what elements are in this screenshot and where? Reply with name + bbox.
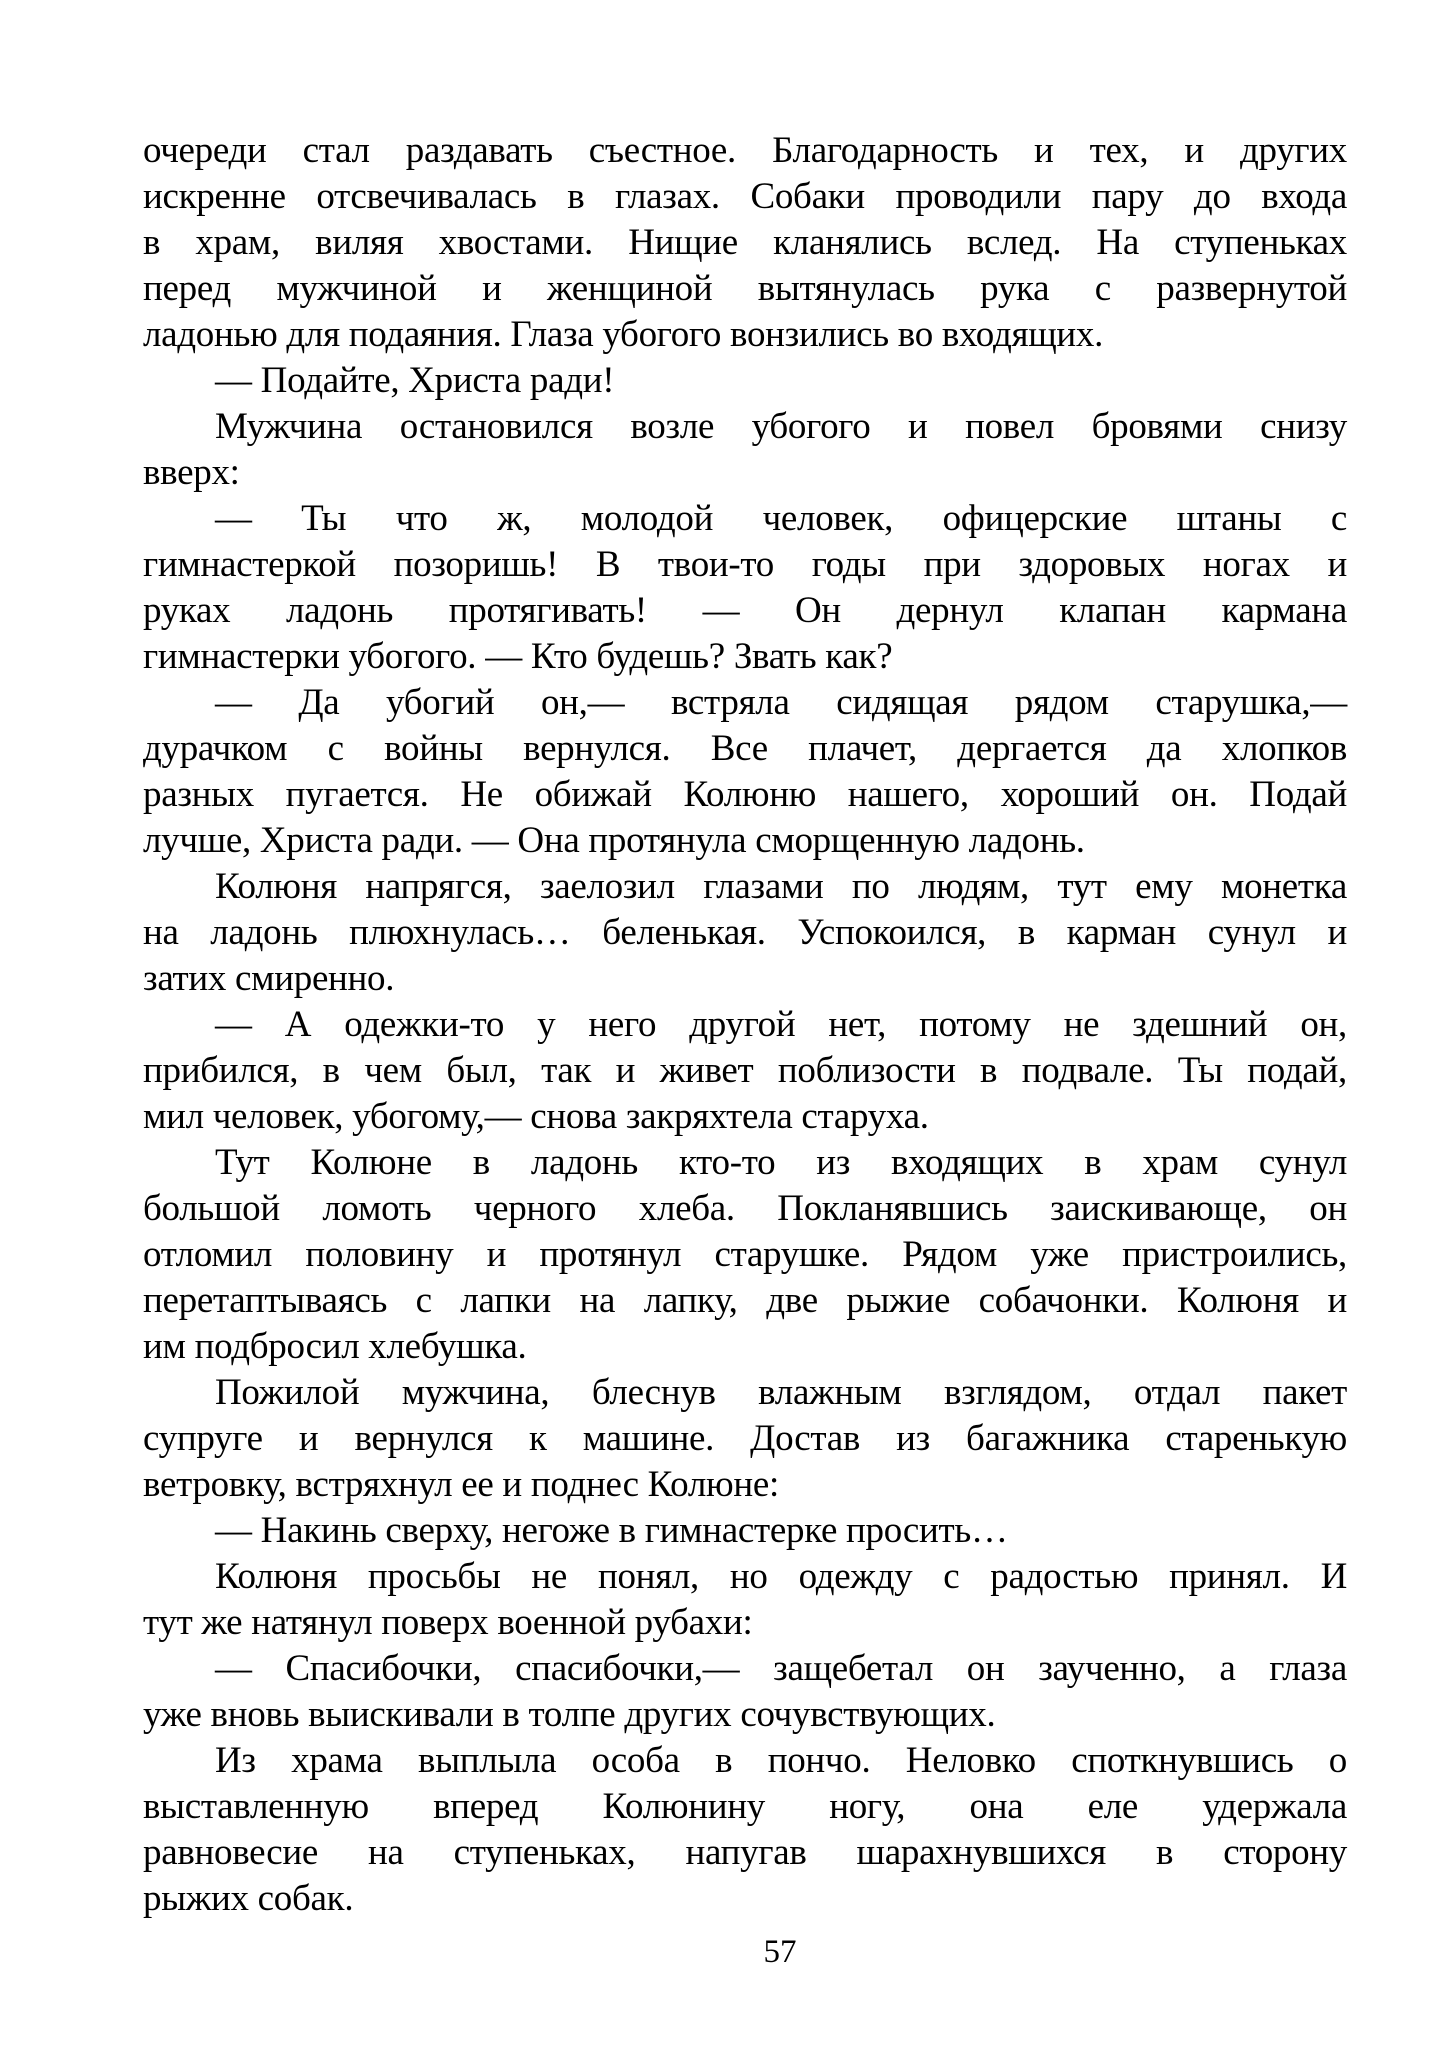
text-line: — Да убогий он,— встряла сидящая рядом старушка,— <box>215 682 1347 723</box>
page-number: 57 <box>763 1934 797 1970</box>
text-line: Колюня просьбы не понял, но одежду с радостью принял. И <box>215 1556 1347 1597</box>
text-line: гимнастерки убогого. — Кто будешь? Звать как? <box>143 636 893 677</box>
paragraph <box>143 358 1347 404</box>
text-line: на ладонь плюхнулась… беленькая. Успокоился, в карман сунул и <box>143 912 1347 953</box>
text-line: перед мужчиной и женщиной вытянулась рука с развернутой <box>143 268 1347 309</box>
text-line: — Накинь сверху, негоже в гимнастерке просить… <box>215 1510 1008 1551</box>
text-line: выставленную вперед Колюнину ногу, она еле удержала <box>143 1786 1347 1827</box>
text-line: большой ломоть черного хлеба. Покланявшись заискивающе, он <box>143 1188 1347 1229</box>
text-line: — Подайте, Христа ради! <box>215 360 615 401</box>
paragraph <box>143 680 1347 864</box>
text-line: прибился, в чем был, так и живет поблизости в подвале. Ты подай, <box>143 1050 1347 1091</box>
text-line: разных пугается. Не обижай Колюню нашего, хороший он. Подай <box>143 774 1347 815</box>
page-text <box>143 128 1347 1922</box>
paragraph <box>143 496 1347 680</box>
text-line: — Ты что ж, молодой человек, офицерские штаны с <box>215 498 1347 539</box>
paragraph <box>143 1140 1347 1370</box>
text-line: ладонью для подаяния. Глаза убогого вонзились во входящих. <box>143 314 1104 355</box>
text-line: Колюня напрягся, заелозил глазами по людям, тут ему монетка <box>215 866 1347 907</box>
paragraph <box>143 1738 1347 1922</box>
paragraph <box>143 1002 1347 1140</box>
paragraph <box>143 1646 1347 1738</box>
paragraph <box>143 128 1347 358</box>
text-line: — А одежки-то у него другой нет, потому не здешний он, <box>215 1004 1347 1045</box>
text-line: очереди стал раздавать съестное. Благодарность и тех, и других <box>143 130 1347 171</box>
page-footer <box>143 1932 1347 1972</box>
text-line: лучше, Христа ради. — Она протянула сморщенную ладонь. <box>143 820 1085 861</box>
text-line: мил человек, убогому,— снова закряхтела старуха. <box>143 1096 929 1137</box>
text-line: рыжих собак. <box>143 1878 354 1919</box>
paragraph <box>143 1554 1347 1646</box>
paragraph <box>143 1508 1347 1554</box>
text-line: — Спасибочки, спасибочки,— защебетал он заученно, а глаза <box>215 1648 1347 1689</box>
text-line: искренне отсвечивалась в глазах. Собаки проводили пару до входа <box>143 176 1347 217</box>
text-line: затих смиренно. <box>143 958 395 999</box>
text-line: вверх: <box>143 452 240 493</box>
text-line: в храм, виляя хвостами. Нищие кланялись вслед. На ступеньках <box>143 222 1347 263</box>
text-line: ветровку, встряхнул ее и поднес Колюне: <box>143 1464 779 1505</box>
text-line: отломил половину и протянул старушке. Рядом уже пристроились, <box>143 1234 1347 1275</box>
text-line: Тут Колюне в ладонь кто-то из входящих в храм сунул <box>215 1142 1347 1183</box>
text-line: перетаптываясь с лапки на лапку, две рыжие собачонки. Колюня и <box>143 1280 1347 1321</box>
text-line: руках ладонь протягивать! — Он дернул клапан кармана <box>143 590 1347 631</box>
paragraph <box>143 864 1347 1002</box>
text-line: гимнастеркой позоришь! В твои-то годы при здоровых ногах и <box>143 544 1347 585</box>
text-line: дурачком с войны вернулся. Все плачет, дергается да хлопков <box>143 728 1347 769</box>
text-line: Из храма выплыла особа в пончо. Неловко споткнувшись о <box>215 1740 1347 1781</box>
text-line: Пожилой мужчина, блеснув влажным взглядом, отдал пакет <box>215 1372 1347 1413</box>
text-line: тут же натянул поверх военной рубахи: <box>143 1602 753 1643</box>
text-line: им подбросил хлебушка. <box>143 1326 527 1367</box>
paragraph <box>143 1370 1347 1508</box>
text-line: Мужчина остановился возле убогого и повел бровями снизу <box>215 406 1347 447</box>
paragraph <box>143 404 1347 496</box>
text-line: уже вновь выискивали в толпе других сочувствующих. <box>143 1694 996 1735</box>
text-line: супруге и вернулся к машине. Достав из багажника старенькую <box>143 1418 1347 1459</box>
text-line: равновесие на ступеньках, напугав шарахнувшихся в сторону <box>143 1832 1347 1873</box>
